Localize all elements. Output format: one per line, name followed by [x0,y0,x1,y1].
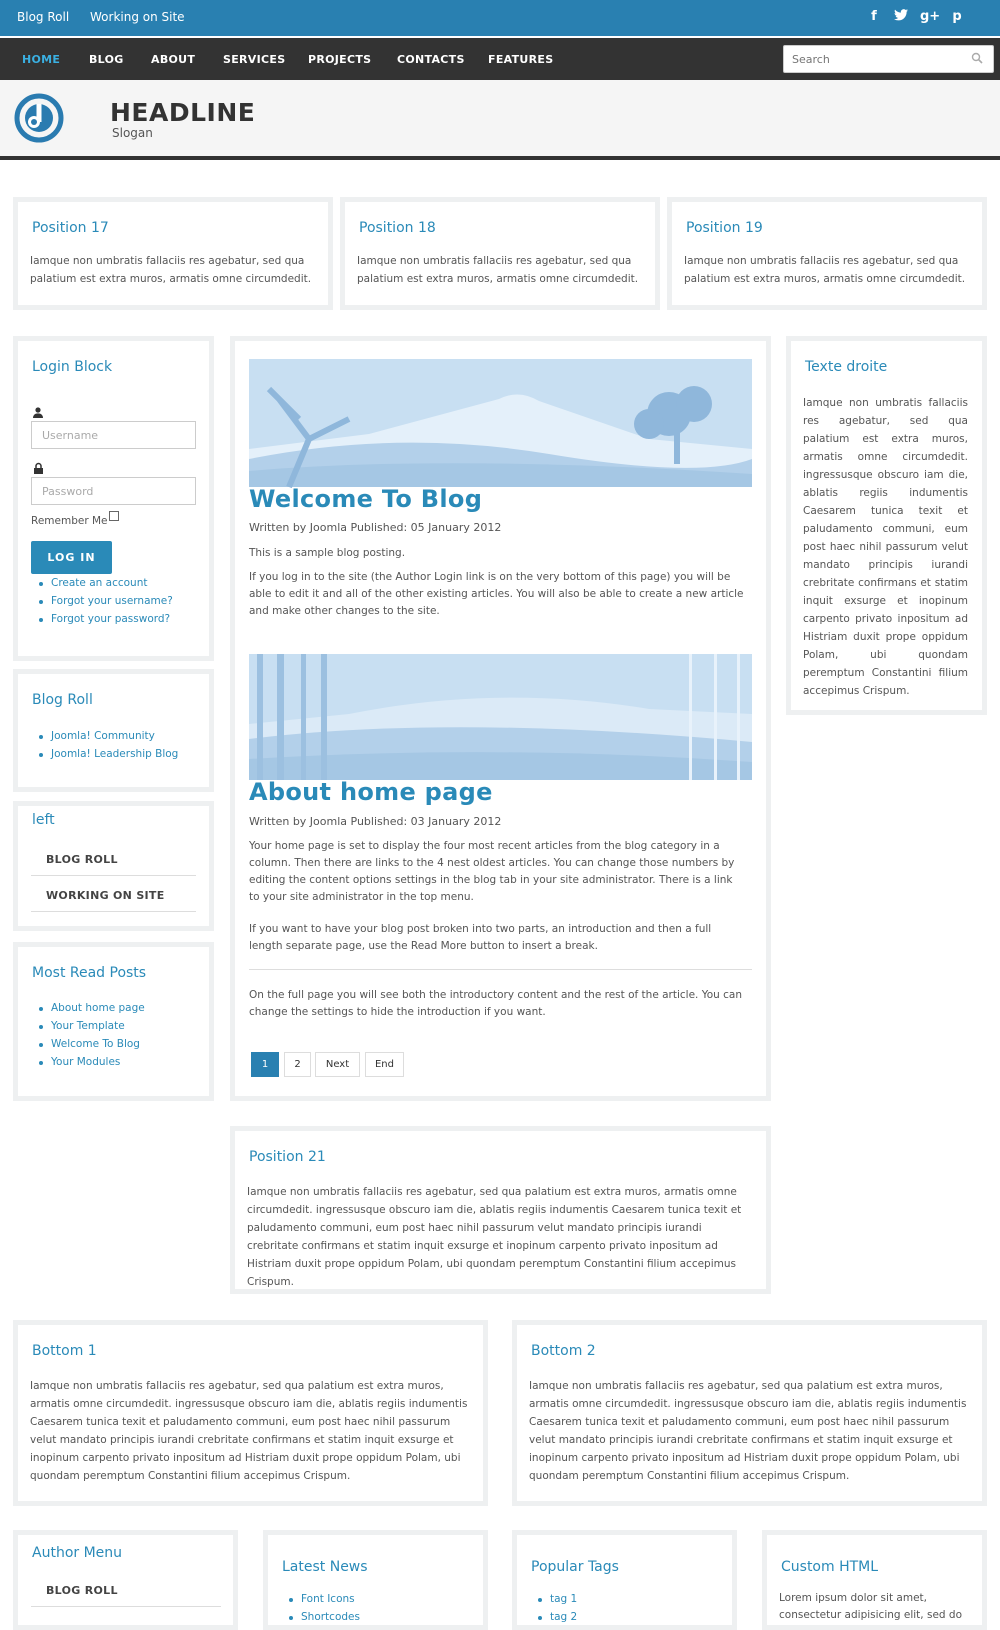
module-text: Iamque non umbratis fallaciis res agebatur, sed qua palatium est extra muros, armatis omne circumdedit. [30,255,312,285]
twitter-icon[interactable] [893,9,909,25]
nav-contacts[interactable]: CONTACTS [397,53,465,66]
popular-tags-module [512,1530,737,1630]
module-title: Latest News [282,1559,368,1575]
list-item[interactable]: Your Modules [31,1056,120,1068]
module-title: Most Read Posts [32,965,147,981]
module-title: Position 19 [686,220,763,236]
password-field[interactable]: Password [31,477,196,505]
top-bar [0,0,1000,36]
module-title: Bottom 2 [531,1343,596,1359]
article-text: If you want to have your blog post broken into two parts, an introduction and then a full length separate page, use the Read More button to insert a break. [249,923,712,952]
latest-news-module [263,1530,488,1630]
left-menu-module [13,801,214,931]
list-item[interactable]: Font Icons [281,1593,355,1605]
forgot-password-link[interactable]: Forgot your password? [31,613,170,625]
search-box [783,45,994,73]
search-icon[interactable] [971,52,983,64]
most-read-module [13,942,214,1101]
article-meta: Written by Joomla Published: 03 January 2012 [249,815,502,828]
module-text: Iamque non umbratis fallaciis res agebatur, sed qua palatium est extra muros, armatis omne circumdedit. ingressusque obscuro iam die, ablatis regiis indumentis Caesarem tunica texit et paludamento communi, eum post haec nihil passurum velut mandato principis iurandi crebritate confirmans et statim inquit exsurge et inopinum carpento privato inpositum ad Histriam duxit prope oppidum Polam, ubi quondam peremptum Constantini filium accepimus Crispum. [247,1186,742,1288]
main-content [230,336,771,1101]
position-19-module [667,197,987,310]
module-title: Position 17 [32,220,109,236]
site-slogan: Slogan [112,126,153,140]
list-item[interactable]: tag 2 [530,1611,577,1623]
logo-icon[interactable] [13,92,65,144]
position-17-module [13,197,333,310]
module-title: Bottom 1 [32,1343,97,1359]
pinterest-icon[interactable]: p [952,9,962,24]
search-input[interactable] [792,47,962,71]
pagination-page-1[interactable]: 1 [251,1052,279,1077]
module-title: Position 18 [359,220,436,236]
list-item[interactable]: Your Template [31,1020,125,1032]
article-text: This is a sample blog posting. [249,547,406,559]
divider [31,875,196,876]
facebook-icon[interactable]: f [871,9,877,24]
login-module [13,336,214,661]
menu-item-working-on-site[interactable]: WORKING ON SITE [46,889,165,902]
topbar-link-blog-roll[interactable]: Blog Roll [17,10,70,24]
module-text: Iamque non umbratis fallaciis res agebatur, sed qua palatium est extra muros, armatis omne circumdedit. [357,255,639,285]
custom-html-module [762,1530,987,1630]
list-item[interactable]: Joomla! Leadership Blog [31,748,178,760]
position-21-module [230,1126,771,1294]
nav-blog[interactable]: BLOG [89,53,124,66]
divider [31,911,196,912]
bottom-2-module [512,1320,987,1506]
topbar-link-working-on-site[interactable]: Working on Site [90,10,185,24]
blog-roll-module [13,669,214,792]
nav-features[interactable]: FEATURES [488,53,554,66]
list-item[interactable]: Shortcodes [281,1611,360,1623]
blog-image-mountain [249,359,752,487]
list-item[interactable]: tag 1 [530,1593,577,1605]
login-button[interactable]: LOG IN [31,541,112,574]
module-title: Custom HTML [781,1559,879,1575]
module-text: Iamque non umbratis fallaciis res agebatur, sed qua palatium est extra muros, armatis omne circumdedit. ingressusque obscuro iam die, ablatis regiis indumentis Caesarem tunica texit et paludamento communi, eum post haec nihil passurum velut mandato principis iurandi crebritate confirmans et statim inquit exsurge et inopinum carpento privato inpositum ad Histriam duxit prope oppidum Polam, ubi quondam peremptum Constantini filium accepimus Crispum. [803,397,968,697]
menu-item-blog-roll[interactable]: BLOG ROLL [46,1584,118,1597]
author-menu-module [13,1530,238,1630]
module-title: left [32,812,55,828]
article-text: If you log in to the site (the Author Login link is on the very bottom of this page) you will be able to edit it and all of the other existing articles. You will also be able to create a new article and make other changes to the site. [249,571,744,617]
module-title: Login Block [32,359,113,375]
nav-services[interactable]: SERVICES [223,53,286,66]
article-title[interactable]: Welcome To Blog [249,485,483,513]
google-plus-icon[interactable]: g+ [920,9,941,24]
texte-droite-module [786,336,987,715]
module-text: Iamque non umbratis fallaciis res agebatur, sed qua palatium est extra muros, armatis omne circumdedit. ingressusque obscuro iam die, ablatis regiis indumentis Caesarem tunica texit et paludamento communi, eum post haec nihil passurum velut mandato principis iurandi crebritate confirmans et statim inquit exsurge et inopinum carpento privato inpositum ad Histriam duxit prope oppidum Polam, ubi quondam peremptum Constantini filium accepimus Crispum. [30,1380,468,1482]
user-icon [33,407,43,418]
pagination-end[interactable]: End [365,1052,404,1077]
divider [249,969,752,970]
article-text: On the full page you will see both the introductory content and the rest of the article. You can change the settings to hide the introduction if you want. [249,989,743,1018]
list-item[interactable]: About home page [31,1002,145,1014]
module-title: Position 21 [249,1149,326,1165]
divider [31,1606,221,1607]
blog-image-bamboo [249,654,752,780]
username-field[interactable]: Username [31,421,196,449]
remember-me-label: Remember Me [31,515,108,527]
module-text: Iamque non umbratis fallaciis res agebatur, sed qua palatium est extra muros, armatis omne circumdedit. [684,255,966,285]
module-text: Iamque non umbratis fallaciis res agebatur, sed qua palatium est extra muros, armatis omne circumdedit. ingressusque obscuro iam die, ablatis regiis indumentis Caesarem tunica texit et paludamento communi, eum post haec nihil passurum velut mandato principis iurandi crebritate confirmans et statim inquit exsurge et inopinum carpento privato inpositum ad Histriam duxit prope oppidum Polam, ubi quondam peremptum Constantini filium accepimus Crispum. [529,1380,967,1482]
nav-projects[interactable]: PROJECTS [308,53,372,66]
site-headline: HEADLINE [110,98,256,127]
create-account-link[interactable]: Create an account [31,577,147,589]
article-title[interactable]: About home page [249,778,493,806]
list-item[interactable]: Welcome To Blog [31,1038,140,1050]
forgot-username-link[interactable]: Forgot your username? [31,595,173,607]
menu-item-blog-roll[interactable]: BLOG ROLL [46,853,118,866]
nav-home[interactable]: HOME [22,53,61,66]
module-title: Author Menu [32,1545,123,1561]
module-text: Lorem ipsum dolor sit amet, consectetur adipisicing elit, sed do [779,1592,963,1621]
article-meta: Written by Joomla Published: 05 January 2012 [249,521,502,534]
article-text: Your home page is set to display the four most recent articles from the blog category in a column. Then there are links to the 4 nest oldest articles. You can change those numbers by editing the content options settings in the blog tab in your site administrator. There is a link to your site administrator in the top menu. [249,840,735,903]
nav-about[interactable]: ABOUT [151,53,196,66]
pagination-page-2[interactable]: 2 [284,1052,311,1077]
list-item[interactable]: Joomla! Community [31,730,155,742]
lock-icon [34,463,43,474]
position-18-module [340,197,660,310]
module-title: Texte droite [805,359,888,375]
pagination-next[interactable]: Next [315,1052,360,1077]
module-title: Popular Tags [531,1559,619,1575]
remember-me-checkbox[interactable] [109,511,119,521]
site-header [0,80,1000,160]
bottom-1-module [13,1320,488,1506]
module-title: Blog Roll [32,692,93,708]
